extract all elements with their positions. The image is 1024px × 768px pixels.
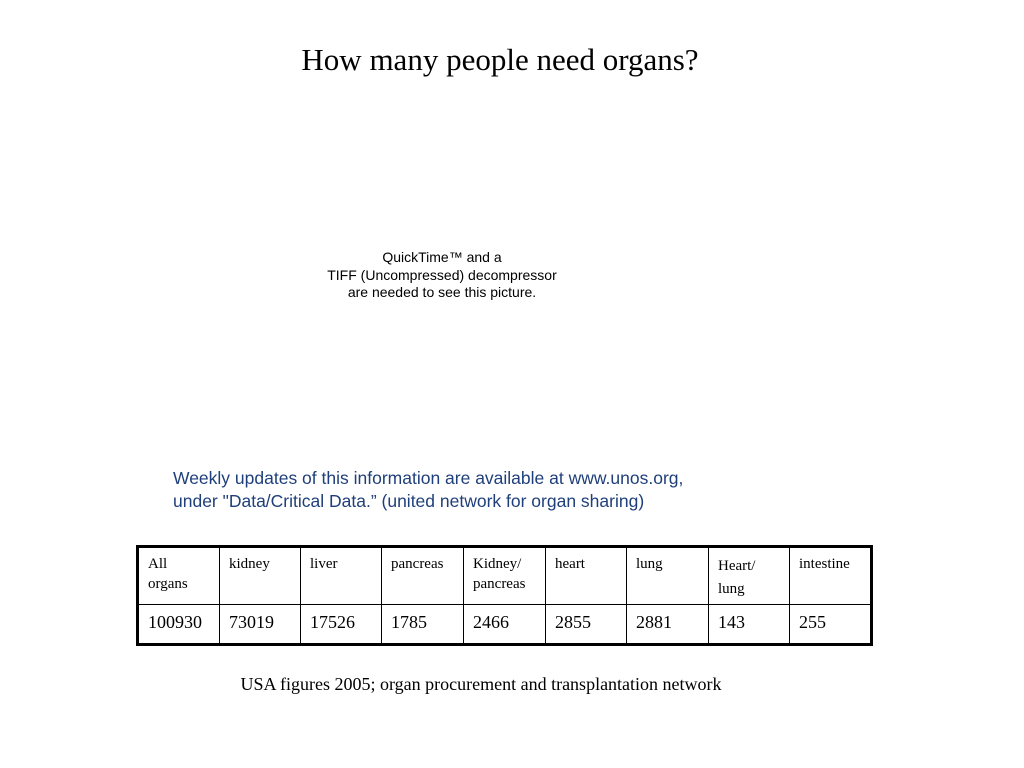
table-header-row: [138, 547, 872, 605]
header-text: liver: [310, 556, 338, 572]
weekly-updates-note: [173, 467, 793, 513]
header-text: Heart/: [718, 558, 756, 574]
value-cell-heart: 2855: [546, 605, 627, 645]
table-row: [138, 605, 872, 645]
header-cell-lung: [627, 547, 709, 605]
value-cell-kidney-pancreas: 2466: [464, 605, 546, 645]
header-text: lung: [636, 556, 663, 572]
value-cell-kidney: 73019: [220, 605, 301, 645]
value-cell-intestine: 255: [790, 605, 872, 645]
note-line: Weekly updates of this information are available at www.unos.org,: [173, 468, 684, 488]
header-cell-all-organs: [138, 547, 220, 605]
placeholder-line: QuickTime™ and a: [382, 249, 502, 265]
header-cell-kidney-pancreas: [464, 547, 546, 605]
organ-waitlist-table: [136, 545, 873, 646]
slide-title: How many people need organs?: [301, 42, 699, 77]
value-cell-heart-lung: 143: [709, 605, 790, 645]
header-cell-intestine: [790, 547, 872, 605]
quicktime-placeholder: [292, 249, 592, 302]
header-cell-heart: [546, 547, 627, 605]
placeholder-line: TIFF (Uncompressed) decompressor: [327, 266, 557, 283]
header-text: All: [148, 556, 168, 572]
header-text: kidney: [229, 556, 270, 572]
header-text: lung: [718, 581, 745, 597]
source-caption: USA figures 2005; organ procurement and transplantation network: [240, 674, 722, 694]
value-cell-pancreas: 1785: [382, 605, 464, 645]
header-cell-kidney: [220, 547, 301, 605]
value-cell-all-organs: 100930: [138, 605, 220, 645]
value-cell-lung: 2881: [627, 605, 709, 645]
header-text: pancreas: [391, 556, 444, 572]
note-line: under "Data/Critical Data.” (united network for organ sharing): [173, 491, 645, 511]
header-text: Kidney/: [473, 556, 522, 572]
header-cell-liver: [301, 547, 382, 605]
header-text: organs: [148, 576, 188, 592]
header-text: heart: [555, 556, 585, 572]
header-cell-pancreas: [382, 547, 464, 605]
header-cell-heart-lung: [709, 547, 790, 605]
value-cell-liver: 17526: [301, 605, 382, 645]
header-text: intestine: [799, 556, 850, 572]
header-text: pancreas: [473, 576, 526, 592]
placeholder-line: are needed to see this picture.: [347, 284, 537, 300]
